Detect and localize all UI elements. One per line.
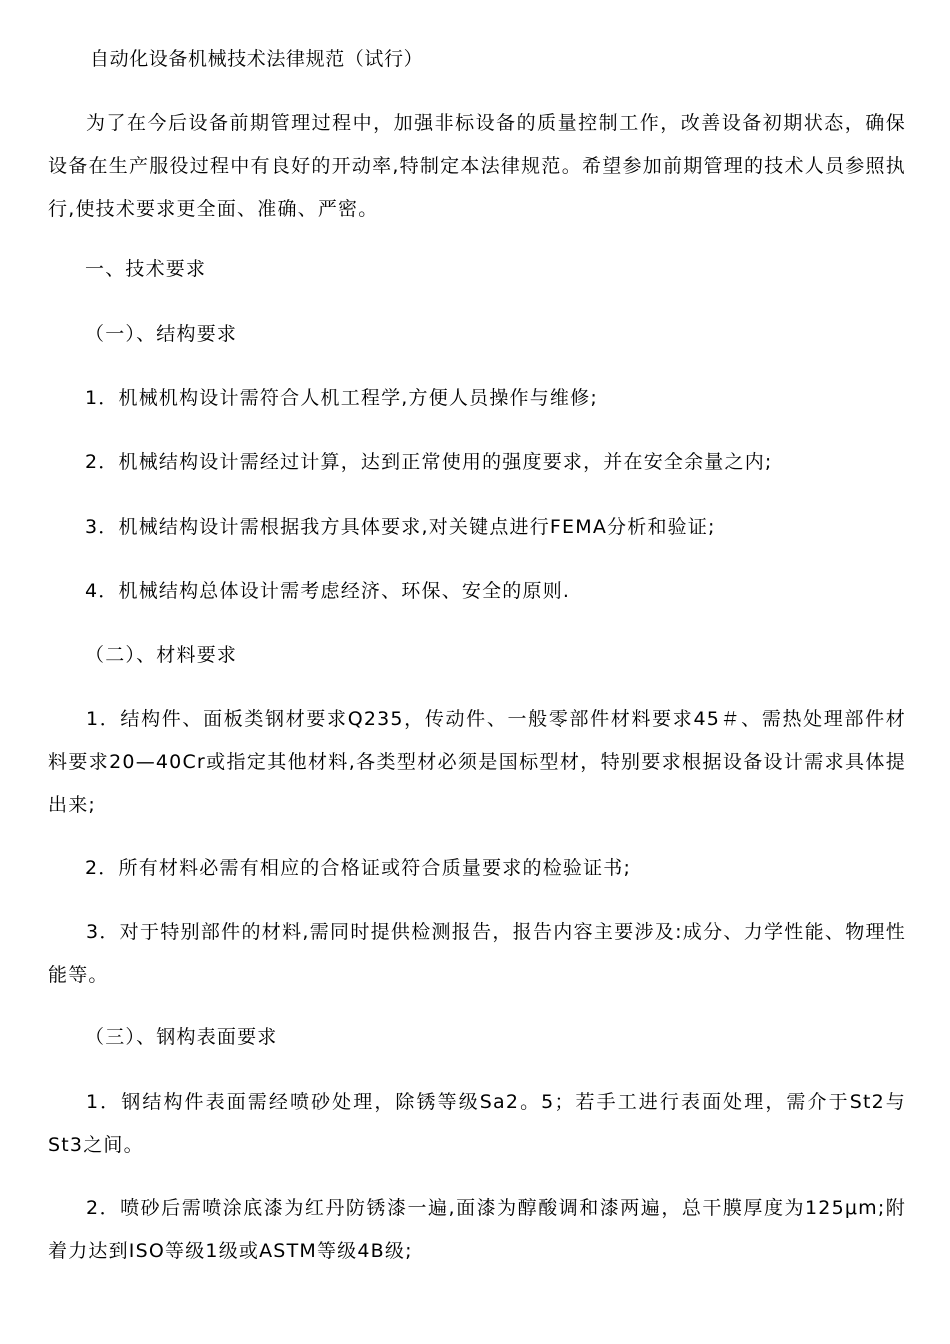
subsection-heading-structure: （一）、结构要求 [85, 323, 238, 345]
document-title: 自动化设备机械技术法律规范（试行） [90, 48, 424, 70]
surface-item-2: 2．喷砂后需喷涂底漆为红丹防锈漆一遍,面漆为醇酸调和漆两遍，总干膜厚度为125μm;附着力达到ISO等级1级或ASTM等级4B级; [48, 1197, 906, 1262]
structure-item-3: 3．机械结构设计需根据我方具体要求,对关键点进行FEMA分析和验证; [85, 516, 716, 538]
intro-paragraph: 为了在今后设备前期管理过程中，加强非标设备的质量控制工作，改善设备初期状态，确保设备在生产服役过程中有良好的开动率,特制定本法律规范。希望参加前期管理的技术人员参照执行,使技术要求更全面、准确、严密。 [48, 112, 906, 220]
section-heading: 一、技术要求 [85, 258, 207, 280]
material-item-2: 2．所有材料必需有相应的合格证或符合质量要求的检验证书; [85, 857, 632, 879]
structure-item-4: 4．机械结构总体设计需考虑经济、环保、安全的原则. [85, 580, 571, 602]
subsection-heading-material: （二）、材料要求 [85, 644, 238, 666]
material-item-1: 1．结构件、面板类钢材要求Q235，传动件、一般零部件材料要求45＃、需热处理部件材料要求20—40Cr或指定其他材料,各类型材必须是国标型材，特别要求根据设备设计需求具体提出来; [48, 708, 906, 816]
structure-item-1: 1．机械机构设计需符合人机工程学,方便人员操作与维修; [85, 387, 598, 409]
structure-item-2: 2．机械结构设计需经过计算，达到正常使用的强度要求，并在安全余量之内; [85, 451, 773, 473]
subsection-heading-surface: （三）、钢构表面要求 [85, 1026, 278, 1048]
surface-item-1: 1．钢结构件表面需经喷砂处理，除锈等级Sa2。5；若手工进行表面处理，需介于St2与St3之间。 [48, 1091, 906, 1156]
material-item-3: 3．对于特别部件的材料,需同时提供检测报告，报告内容主要涉及:成分、力学性能、物理性能等。 [48, 921, 906, 986]
